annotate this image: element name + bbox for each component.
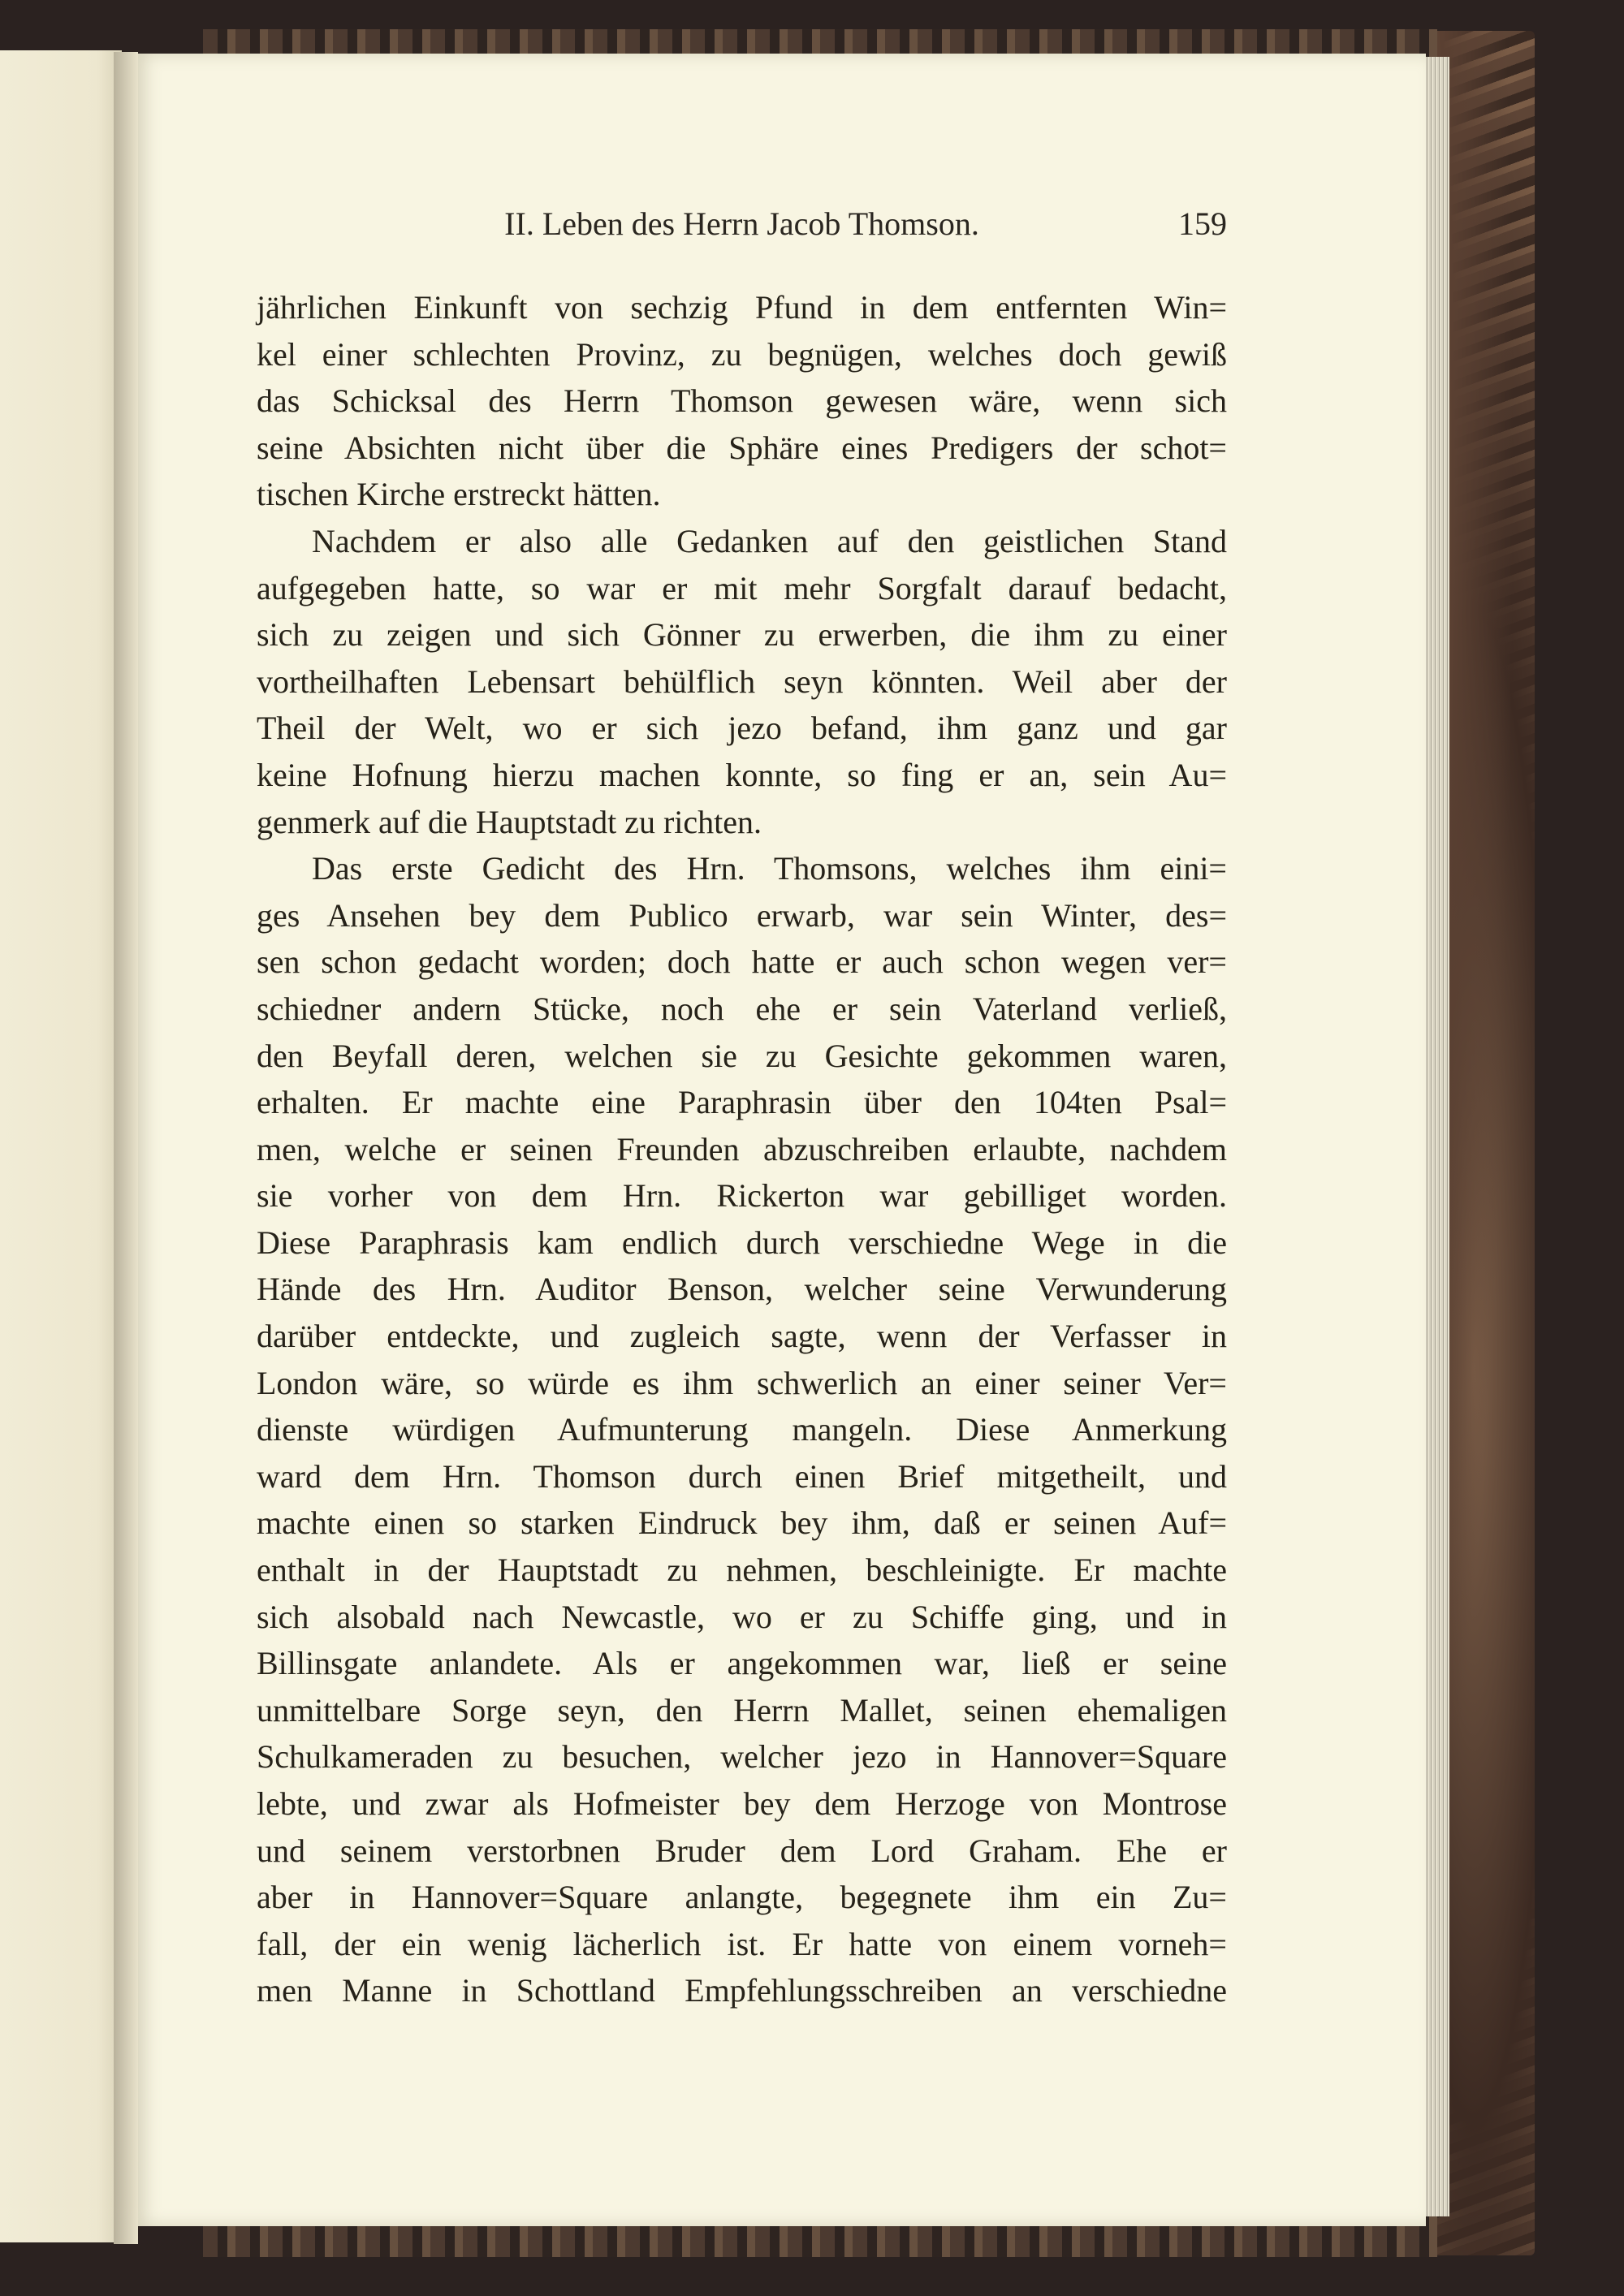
text-line: das Schicksal des Herrn Thomson gewesen wäre, wenn sich [257, 382, 1227, 420]
text-line: ges Ansehen bey dem Publico erwarb, war sein Winter, des= [257, 896, 1227, 934]
text-line: seine Absichten nicht über die Sphäre eines Predigers der schot= [257, 429, 1227, 466]
text-line: Nachdem er also alle Gedanken auf den geistlichen Stand [312, 522, 1227, 559]
text-line: jährlichen Einkunft von sechzig Pfund in dem entfernten Win= [257, 289, 1227, 326]
text-line: vortheilhaften Lebensart behülflich seyn könnten. Weil aber der [257, 662, 1227, 700]
text-line: enthalt in der Hauptstadt zu nehmen, beschleinigte. Er machte [257, 1552, 1227, 1589]
book-gutter [114, 52, 138, 2244]
text-line: dienste würdigen Aufmunterung mangeln. Diese Anmerkung [257, 1411, 1227, 1448]
running-header [257, 205, 1227, 250]
text-line: fall, der ein wenig lächerlich ist. Er hatte von einem vorneh= [257, 1925, 1227, 1962]
text-line: sich alsobald nach Newcastle, wo er zu Schiffe ging, und in [257, 1598, 1227, 1635]
text-line: machte einen so starken Eindruck bey ihm, daß er seinen Auf= [257, 1504, 1227, 1542]
text-line: aufgegeben hatte, so war er mit mehr Sorgfalt darauf bedacht, [257, 569, 1227, 606]
text-line: lebte, und zwar als Hofmeister bey dem Herzoge von Montrose [257, 1785, 1227, 1822]
text-line: kel einer schlechten Provinz, zu begnügen, welches doch gewiß [257, 335, 1227, 373]
text-line: darüber entdeckte, und zugleich sagte, wenn der Verfasser in [257, 1318, 1227, 1355]
text-line: Hände des Hrn. Auditor Benson, welcher seine Verwunderung [257, 1271, 1227, 1308]
text-line: Theil der Welt, wo er sich jezo befand, ihm ganz und gar [257, 710, 1227, 747]
text-line: keine Hofnung hierzu machen konnte, so fing er an, sein Au= [257, 756, 1227, 793]
text-line: ward dem Hrn. Thomson durch einen Brief mitgetheilt, und [257, 1457, 1227, 1495]
text-line: Billinsgate anlandete. Als er angekommen war, ließ er seine [257, 1645, 1227, 1682]
page-number: 159 [1178, 205, 1227, 242]
text-line: und seinem verstorbnen Bruder dem Lord Graham. Ehe er [257, 1832, 1227, 1869]
text-line: aber in Hannover=Square anlangte, begegnete ihm ein Zu= [257, 1879, 1227, 1916]
text-line: den Beyfall deren, welchen sie zu Gesichte gekommen waren, [257, 1037, 1227, 1074]
page-body-text [257, 284, 1227, 2014]
text-line: Schulkameraden zu besuchen, welcher jezo in Hannover=Square [257, 1738, 1227, 1776]
text-line: Diese Paraphrasis kam endlich durch verschiedne Wege in die [257, 1224, 1227, 1261]
running-title: II. Leben des Herrn Jacob Thomson. [504, 205, 979, 242]
text-line: genmerk auf die Hauptstadt zu richten. [257, 803, 762, 840]
text-line: men Manne in Schottland Empfehlungsschreiben an verschiedne [257, 1972, 1227, 2009]
text-line: men, welche er seinen Freunden abzuschreiben erlaubte, nachdem [257, 1130, 1227, 1167]
text-line: tischen Kirche erstreckt hätten. [257, 476, 661, 513]
left-page [0, 50, 122, 2242]
text-line: erhalten. Er machte eine Paraphrasin über den 104ten Psal= [257, 1084, 1227, 1121]
text-line: sich zu zeigen und sich Gönner zu erwerben, die ihm zu einer [257, 616, 1227, 654]
text-line: unmittelbare Sorge seyn, den Herrn Mallet, seinen ehemaligen [257, 1691, 1227, 1728]
text-line: Das erste Gedicht des Hrn. Thomsons, welches ihm eini= [312, 850, 1227, 887]
text-line: sen schon gedacht worden; doch hatte er auch schon wegen ver= [257, 943, 1227, 981]
text-line: schiedner andern Stücke, noch ehe er sein Vaterland verließ, [257, 990, 1227, 1027]
text-line: London wäre, so würde es ihm schwerlich an einer seiner Ver= [257, 1364, 1227, 1401]
text-line: sie vorher von dem Hrn. Rickerton war gebilliget worden. [257, 1177, 1227, 1215]
